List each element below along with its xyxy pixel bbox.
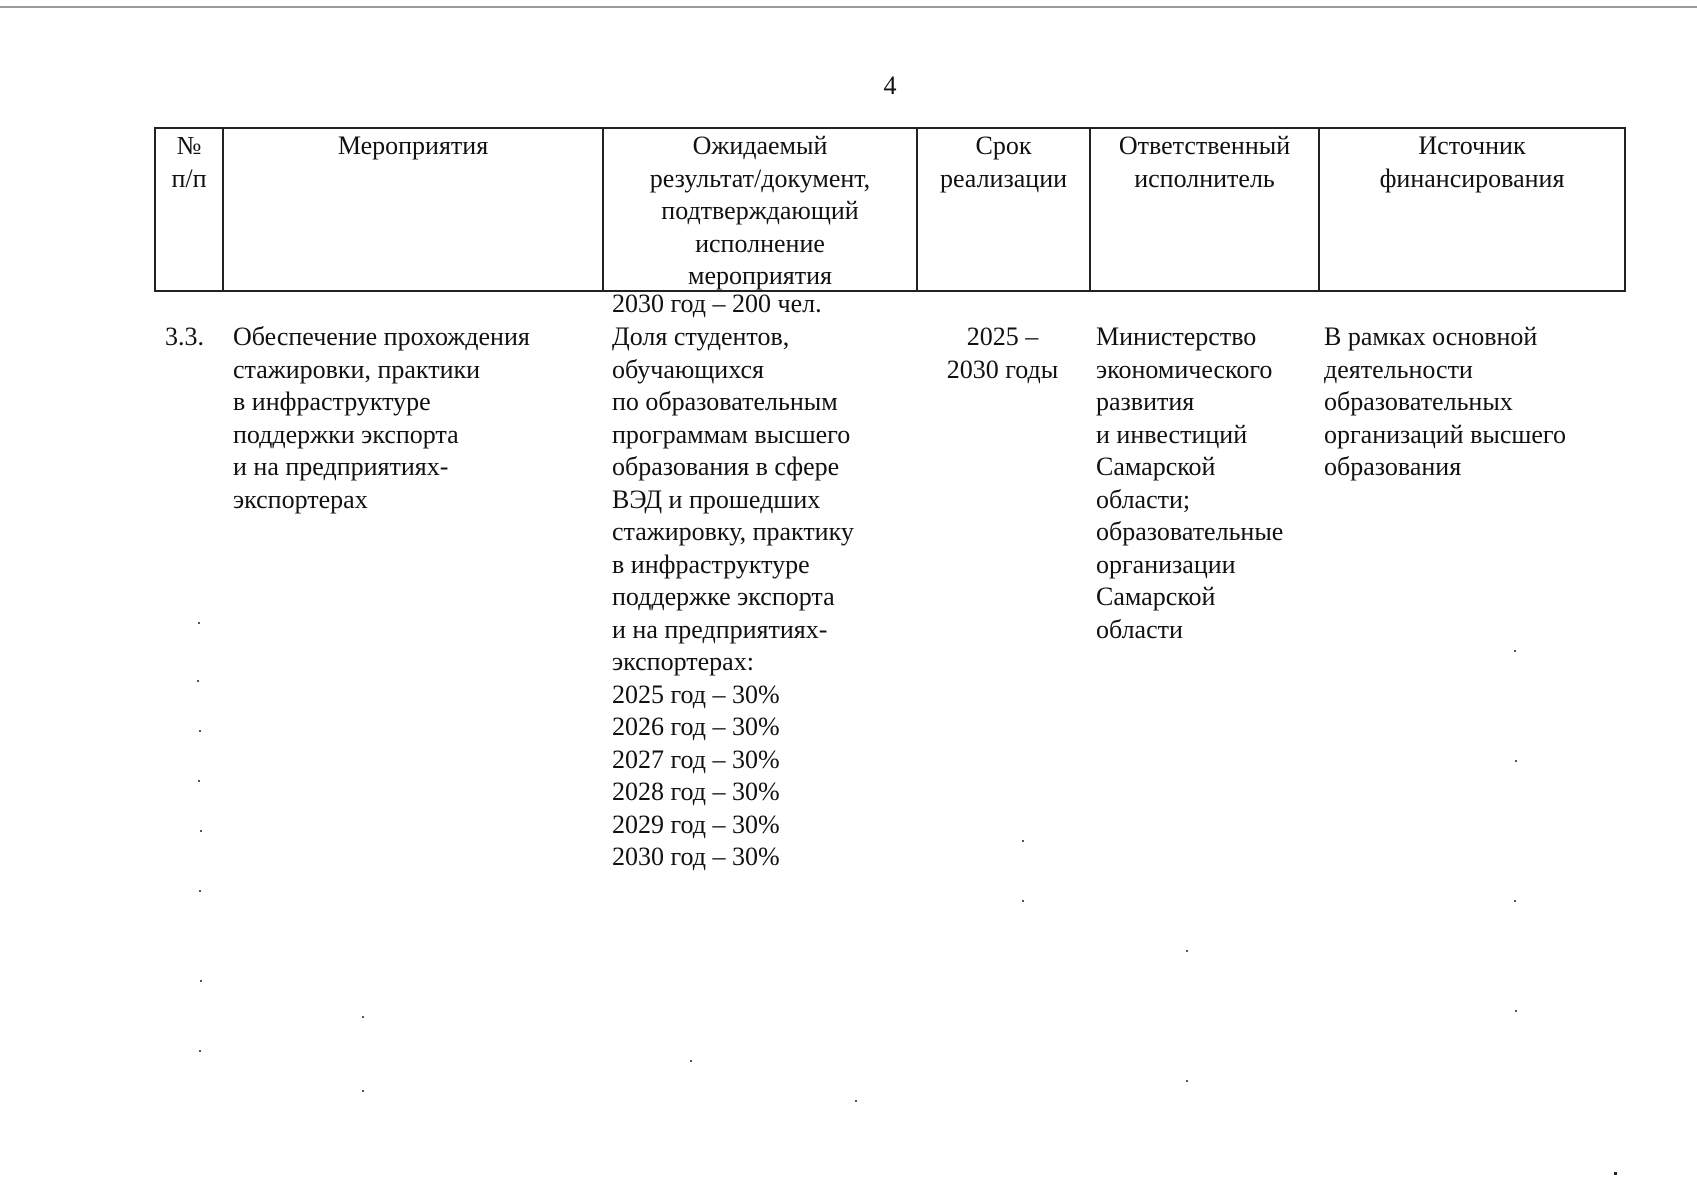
row-responsible: Министерство экономического развития и инвестиций Самарской области; образовательные организации Самарской области xyxy=(1096,322,1284,644)
row-term: 2025 – 2030 годы xyxy=(946,322,1059,384)
row-activity: Обеспечение прохождения стажировки, практики в инфраструктуре поддержки экспорта и на предприятиях- экспортерах xyxy=(233,322,530,514)
header-number: № п/п xyxy=(154,129,222,290)
header-funding: Источник финансирования xyxy=(1318,129,1626,290)
header-term: Срок реализации xyxy=(916,129,1089,290)
page-number: 4 xyxy=(883,71,897,100)
result-continued-line: 2030 год – 200 чел. xyxy=(612,289,822,318)
header-responsible: Ответственный исполнитель xyxy=(1089,129,1318,290)
row-funding: В рамках основной деятельности образовательных организаций высшего образования xyxy=(1324,322,1566,481)
row-expected-result: Доля студентов, обучающихся по образовательным программам высшего образования в сфере ВЭД и прошедших стажировку, практику в инфраструктуре поддержке экспорта и на предприятиях- экспортерах: 2025 год – 30% 2026 год – 30% 2027 год – 30% 2028 год – 30% 2029 год – 30% 2030 год – 30% xyxy=(612,322,854,871)
header-activities: Мероприятия xyxy=(222,129,602,290)
scan-top-edge-line xyxy=(0,6,1697,8)
row-number: 3.3. xyxy=(165,322,204,351)
table-header-row xyxy=(154,127,1626,292)
header-expected-result: Ожидаемый результат/документ, подтверждающий исполнение мероприятия xyxy=(602,129,916,290)
